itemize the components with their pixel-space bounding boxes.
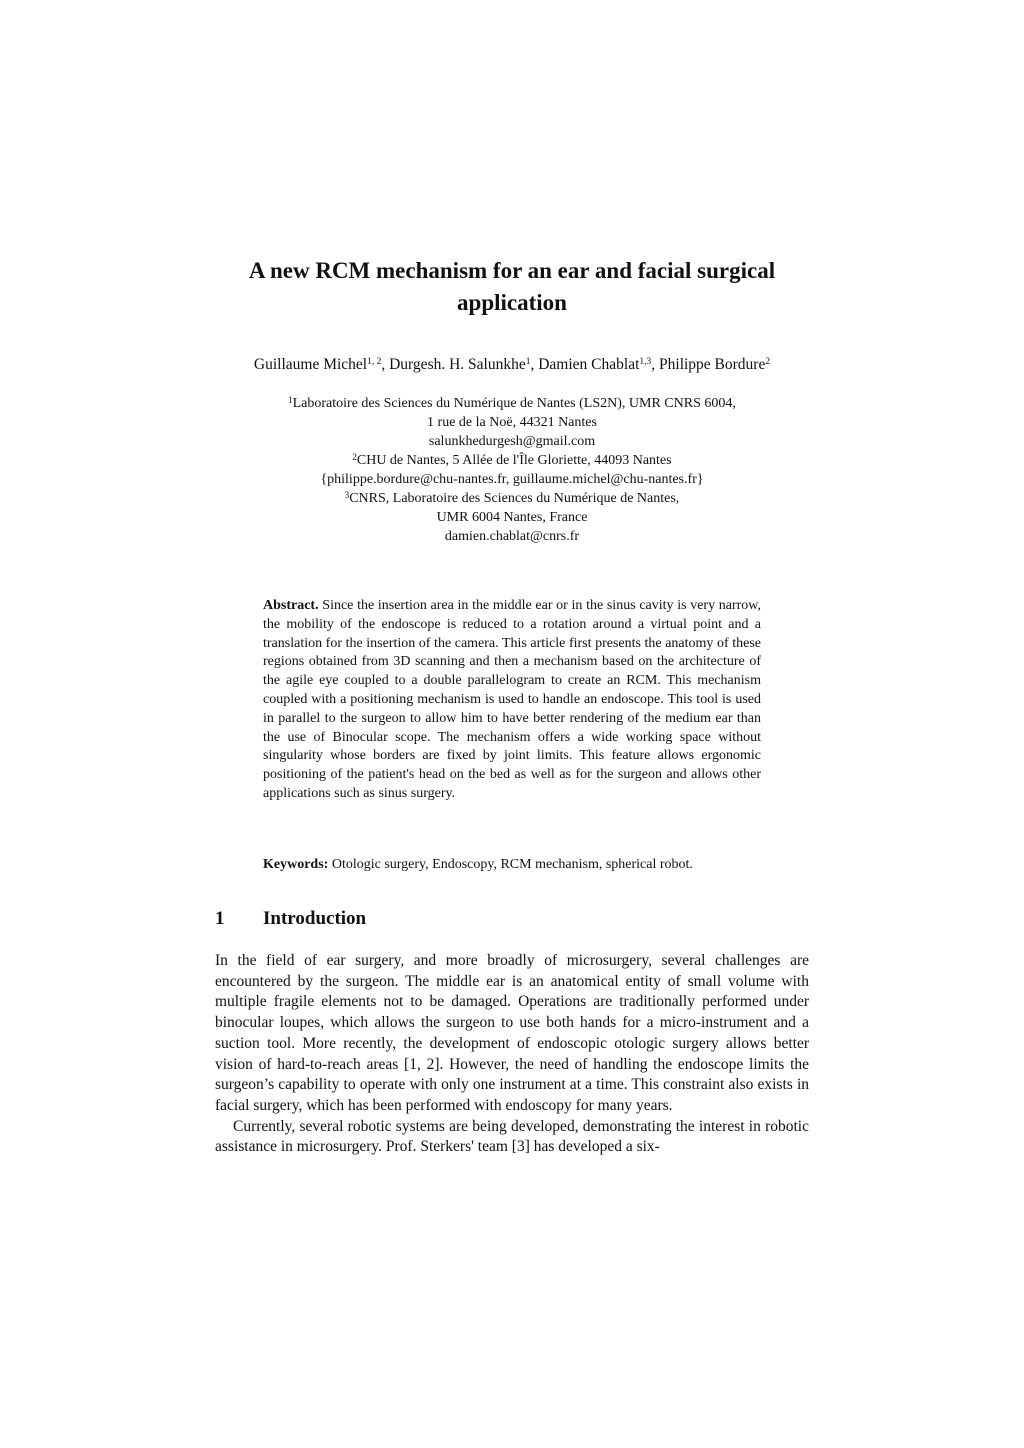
affiliation-mark: 2 xyxy=(352,452,357,462)
author-affiliation-mark: 1, 2 xyxy=(367,357,382,367)
author-name: Guillaume Michel xyxy=(253,356,368,373)
section-title: Introduction xyxy=(263,908,367,929)
keywords-text: Otologic surgery, Endoscopy, RCM mechanism, spherical robot. xyxy=(331,857,693,872)
paragraph: In the field of ear surgery, and more broadly of microsurgery, several challenges are encountered by the surgeon. The middle ear is an anatomical entity of small volume with multiple fragile elements not to be damaged. Operations are traditionally performed under binocular loupes, which allows the surgeon to use both hands for a micro-instrument and a suction tool. More recently, the development of endoscopic otologic surgery allows better vision of hard-to-reach areas [1, 2]. However, the need of handling the endoscope limits the surgeon’s capability to operate with only one instrument at a time. This constraint also exists in facial surgery, which has been performed with endoscopy for many years. xyxy=(215,952,809,1114)
author-separator: , xyxy=(381,356,390,373)
author-name: Philippe Bordure xyxy=(659,356,766,373)
affiliation-email: damien.chablat@cnrs.fr xyxy=(444,529,580,544)
keywords xyxy=(263,855,783,874)
affiliation-line: UMR 6004 Nantes, France xyxy=(436,510,588,525)
affiliation-email: salunkhedurgesh@gmail.com xyxy=(428,434,596,449)
affiliation-text: Laboratoire des Sciences du Numérique de Nantes (LS2N), UMR CNRS 6004, xyxy=(292,396,736,411)
affiliation-line xyxy=(200,451,824,470)
paper-title: A new RCM mechanism for an ear and facial surgical application xyxy=(248,258,776,315)
author-affiliation-mark: 2 xyxy=(765,357,771,367)
affiliation-line xyxy=(200,394,824,413)
author-list xyxy=(150,354,874,376)
affiliation-line xyxy=(200,489,824,508)
affiliation-email: {philippe.bordure@chu-nantes.fr, guillaume.michel@chu-nantes.fr} xyxy=(320,472,704,487)
affiliation-mark: 3 xyxy=(344,490,350,500)
abstract-label: Abstract. xyxy=(263,598,319,613)
affiliation-text: CHU de Nantes, 5 Allée de l'Île Gloriette, 44093 Nantes xyxy=(356,453,672,468)
abstract xyxy=(263,597,761,804)
author-separator: , xyxy=(530,356,539,373)
author-name: Damien Chablat xyxy=(538,356,640,373)
paragraph: Currently, several robotic systems are being developed, demonstrating the interest in robotic assistance in microsurgery. Prof. Sterkers' team [3] has developed a six- xyxy=(215,1117,809,1156)
keywords-label: Keywords: xyxy=(263,857,329,872)
affiliation-text: CNRS, Laboratoire des Sciences du Numérique de Nantes, xyxy=(349,491,680,506)
affiliation-mark: 1 xyxy=(288,395,293,405)
abstract-text: Since the insertion area in the middle ear or in the sinus cavity is very narrow, the mobility of the endoscope is reduced to a rotation around a virtual point and a translation for the insertion of the camera. This article first presents the anatomy of these regions obtained from 3D scanning and then a mechanism based on the architecture of the agile eye coupled to a double parallelogram to create an RCM. This mechanism coupled with a positioning mechanism is used to handle an endoscope. This tool is used in parallel to the surgeon to allow him to have better rendering of the medium ear than the use of Binocular scope. The mechanism offers a wide working space without singularity whose borders are fixed by joint limits. This feature allows ergonomic positioning of the patient's head on the bed as well as for the surgeon and allows other applications such as sinus surgery. xyxy=(263,598,762,801)
author-separator: , xyxy=(651,356,660,373)
affiliations xyxy=(200,394,824,546)
affiliation-line: 1 rue de la Noë, 44321 Nantes xyxy=(427,415,597,430)
section-number: 1 xyxy=(215,908,225,929)
author-name: Durgesh. H. Salunkhe xyxy=(389,356,526,373)
section-heading xyxy=(215,906,366,932)
section-body xyxy=(215,951,809,1158)
author-affiliation-mark: 1 xyxy=(525,357,531,367)
author-affiliation-mark: 1,3 xyxy=(639,357,652,367)
